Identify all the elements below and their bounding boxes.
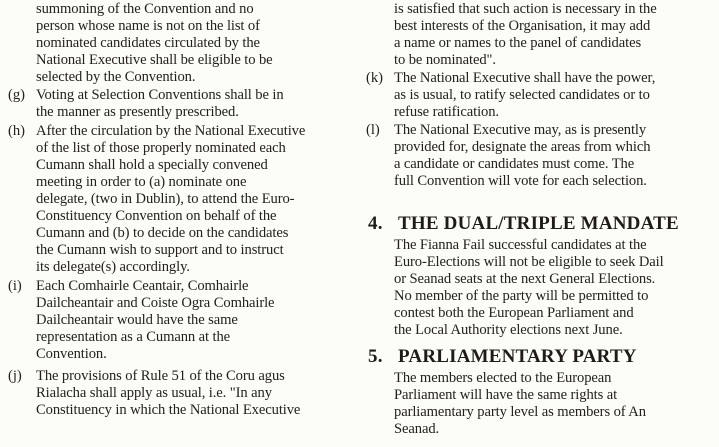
text-line: as is usual, to ratify selected candidates or to — [394, 87, 650, 103]
text-line: The National Executive may, as is presently — [394, 122, 647, 138]
text-line: provided for, designate the areas from which — [394, 139, 651, 155]
text-line: The National Executive shall have the power, — [394, 70, 656, 86]
text-line: Convention. — [36, 346, 107, 362]
text-line: Seanad. — [394, 421, 440, 437]
text-line: parliamentary party level as members of An — [394, 404, 646, 420]
text-line: of the list of those properly nominated each — [36, 140, 286, 156]
text-line: Rialacha shall apply as usual, i.e. "In any — [36, 385, 272, 401]
item-marker-j: (j) — [8, 368, 22, 384]
item-marker-l: (l) — [366, 122, 380, 138]
text-line: The provisions of Rule 51 of the Coru agus — [36, 368, 285, 384]
text-line: Voting at Selection Conventions shall be in — [36, 87, 284, 103]
text-line: its delegate(s) accordingly. — [36, 259, 190, 275]
text-line: full Convention will vote for each selection. — [394, 173, 647, 189]
section-heading-parliamentary-party — [368, 347, 637, 367]
text-line: Euro-Elections will not be eligible to seek Dail — [394, 254, 664, 270]
text-line: The members elected to the European — [394, 370, 612, 386]
text-line: Cumann and (b) to decide on the candidates — [36, 225, 289, 241]
text-line: Constituency in which the National Executive — [36, 402, 301, 418]
text-line: Constituency Convention on behalf of the — [36, 208, 277, 224]
text-line: Dailcheantair would have the same — [36, 312, 238, 328]
item-marker-g: (g) — [8, 87, 26, 103]
text-line: delegate, (two in Dublin), to attend the Euro- — [36, 191, 295, 207]
text-line: No member of the party will be permitted to — [394, 288, 649, 304]
text-line: Each Comhairle Ceantair, Comhairle — [36, 278, 249, 294]
text-line: nominated candidates circulated by the — [36, 35, 260, 51]
text-line: the manner as presently prescribed. — [36, 104, 239, 120]
text-line: summoning of the Convention and no — [36, 1, 254, 17]
text-line: a name or names to the panel of candidates — [394, 35, 642, 51]
text-line: Cumann shall hold a specially convened — [36, 157, 268, 173]
text-line: selected by the Convention. — [36, 69, 196, 85]
text-line: After the circulation by the National Executive — [36, 123, 306, 139]
text-line: Parliament will have the same rights at — [394, 387, 618, 403]
text-line: representation as a Cumann at the — [36, 329, 231, 345]
text-line: refuse ratification. — [394, 104, 499, 120]
text-line: The Fianna Fail successful candidates at the — [394, 237, 647, 253]
text-line: or Seanad seats at the next General Elections. — [394, 271, 656, 287]
section-number: 4. — [368, 213, 383, 234]
text-line: to be nominated". — [394, 52, 496, 68]
text-line: National Executive shall be eligible to be — [36, 52, 273, 68]
text-line: Dailcheantair and Coiste Ogra Comhairle — [36, 295, 275, 311]
text-line: person whose name is not on the list of — [36, 18, 260, 34]
item-marker-k: (k) — [366, 70, 384, 86]
item-marker-i: (i) — [8, 278, 22, 294]
text-line: is satisfied that such action is necessary in the — [394, 1, 657, 17]
text-line: meeting in order to (a) nominate one — [36, 174, 247, 190]
text-line: best interests of the Organisation, it may add — [394, 18, 651, 34]
text-line: the Local Authority elections next June. — [394, 322, 623, 338]
section-number: 5. — [368, 346, 383, 367]
text-line: the Cumann wish to support and to instruct — [36, 242, 284, 258]
section-title: PARLIAMENTARY PARTY — [398, 346, 637, 367]
text-line: a candidate or candidates must come. The — [394, 156, 635, 172]
section-heading-dual-triple-mandate — [368, 214, 679, 234]
item-marker-h: (h) — [8, 123, 26, 139]
text-line: contest both the European Parliament and — [394, 305, 634, 321]
section-title: THE DUAL/TRIPLE MANDATE — [398, 213, 679, 234]
